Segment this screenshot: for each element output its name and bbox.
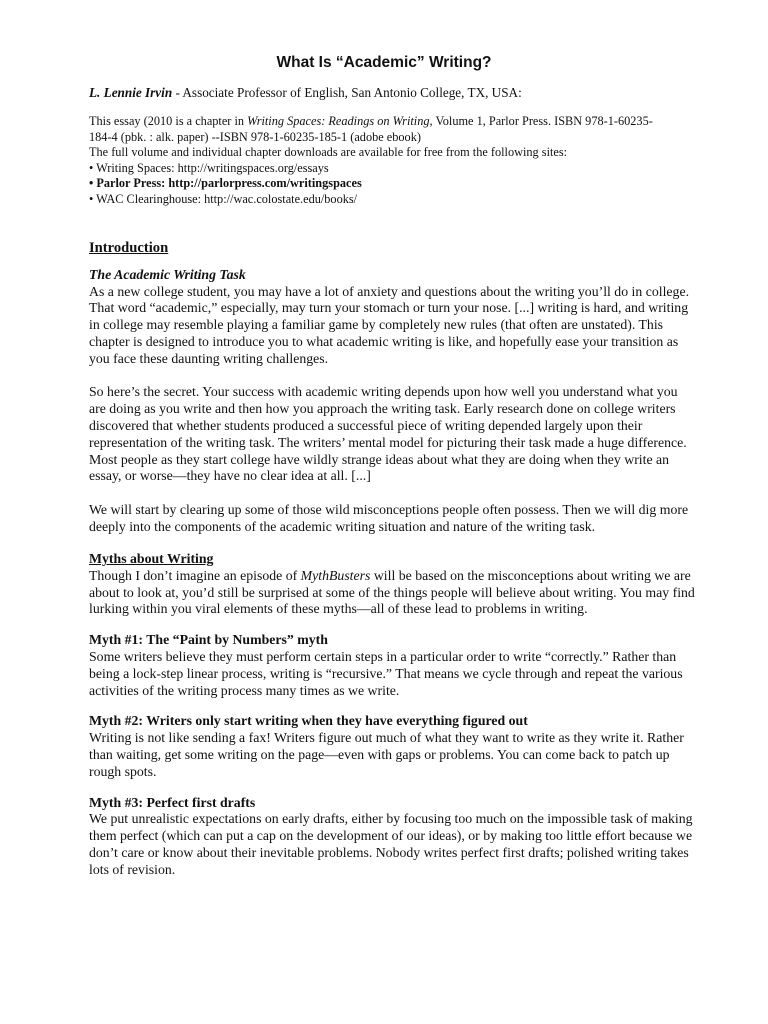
publication-line-1-end: , Volume 1, Parlor Press. ISBN 978-1-60235- bbox=[429, 114, 653, 128]
site-item-writing-spaces: • Writing Spaces: http://writingspaces.org/essays bbox=[89, 160, 329, 175]
mythbusters-title: MythBusters bbox=[300, 567, 371, 583]
academic-writing-task-subheading: The Academic Writing Task bbox=[89, 266, 246, 282]
publication-line-3: The full volume and individual chapter downloads are available for free from the following sites: bbox=[89, 145, 568, 160]
myths-section bbox=[89, 551, 697, 879]
author-affiliation: - Associate Professor of English, San Antonio College, TX, USA: bbox=[172, 85, 522, 100]
introduction-section bbox=[89, 240, 697, 536]
author-line bbox=[89, 85, 709, 101]
introduction-paragraph-3: We will start by clearing up some of those wild misconceptions people often possess. Then we will dig more deeply into the components of the academic writing situation and nature of the writing task. bbox=[89, 501, 689, 534]
site-item-parlor-press: • Parlor Press: http://parlorpress.com/writingspaces bbox=[89, 176, 362, 191]
myths-heading: Myths about Writing bbox=[89, 551, 214, 566]
myths-intro-end: will be based on the misconceptions about writing we are about to look at, you’d still be surprised at some of the things people will believe about writing. You may find lurking within you viral elements of these myths—all of these lead to problems in writing. bbox=[89, 567, 695, 617]
publication-line-1 bbox=[89, 114, 709, 130]
myth-3-heading: Myth #3: Perfect first drafts bbox=[89, 794, 256, 810]
myth-2-text: Writing is not like sending a fax! Writers figure out much of what they want to write as they write it. Rather than waiting, get some writing on the page—even with gaps or problems. You can come back to patch up rough spots. bbox=[89, 730, 684, 779]
publication-line-2: 184-4 (pbk. : alk. paper) --ISBN 978-1-60235-185-1 (adobe ebook) bbox=[89, 129, 421, 144]
myth-2-heading: Myth #2: Writers only start writing when they have everything figured out bbox=[89, 713, 528, 729]
myths-intro-start: Though I don’t imagine an episode of bbox=[89, 567, 301, 583]
introduction-paragraph-2: So here’s the secret. Your success with academic writing depends upon how well you understand what you are doing as you write and then how you approach the writing task. Early research done on college writers discovered that whether students produced a successful piece of writing depended largely upon their representation of the writing task. The writers’ mental model for picturing their task made a huge difference. Most people as they start college have wildly strange ideas about what they are doing when they write an essay, or worse—they have no clear idea at all. [...] bbox=[89, 384, 687, 484]
author-name: L. Lennie Irvin bbox=[89, 85, 173, 100]
book-title: Writing Spaces: Readings on Writing bbox=[247, 114, 430, 128]
myth-1-text: Some writers believe they must perform certain steps in a particular order to write “correctly.” Rather than being a lock-step linear process, writing is “recursive.” That means we cycle through and repeat the various activities of the writing process many times as we write. bbox=[89, 648, 683, 698]
publication-info bbox=[89, 114, 709, 208]
introduction-paragraph-1: As a new college student, you may have a lot of anxiety and questions about the writing you’ll do in college. That word “academic,” especially, may turn your stomach or turn your nose. [...] writing is hard, and writing in college may resemble playing a familiar game by completely new rules (that often are unstated). This chapter is designed to introduce you to what academic writing is like, and hopefully ease your transition as you face these daunting writing challenges. bbox=[89, 283, 690, 366]
myths-intro-paragraph bbox=[89, 568, 697, 618]
introduction-heading: Introduction bbox=[89, 240, 169, 256]
myth-3-text: We put unrealistic expectations on early drafts, either by focusing too much on the impossible task of making them perfect (which can put a cap on the development of our ideas), or by making too little effort because we don’t care or know about their inevitable problems. Nobody writes perfect first drafts; polished writing takes lots of revision. bbox=[89, 811, 693, 877]
site-item-wac-clearinghouse: • WAC Clearinghouse: http://wac.colostate.edu/books/ bbox=[89, 191, 358, 206]
document-title: What Is “Academic” Writing? bbox=[276, 54, 492, 71]
publication-line-1-start: This essay (2010 is a chapter in bbox=[89, 114, 248, 128]
myth-1-heading: Myth #1: The “Paint by Numbers” myth bbox=[89, 632, 328, 648]
